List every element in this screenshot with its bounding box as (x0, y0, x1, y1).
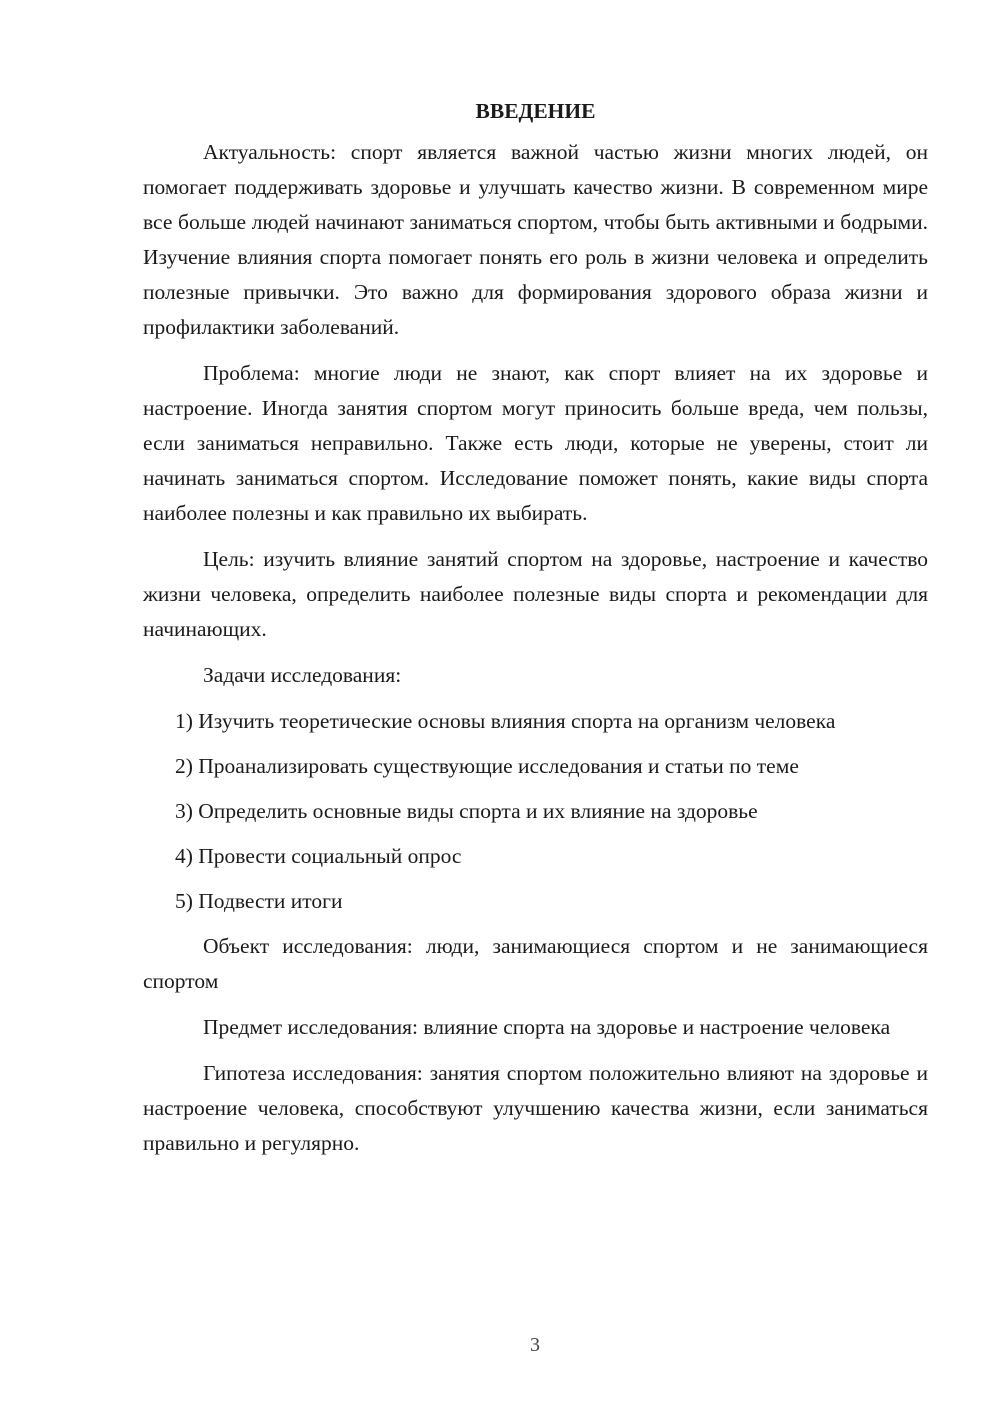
problem-paragraph: Проблема: многие люди не знают, как спорт влияет на их здоровье и настроение. Иногда занятия спортом могут приносить больше вреда, чем пользы, если заниматься неправильно. Также есть люди, которые не уверены, стоит ли начинать заниматься спортом. Исследование поможет понять, какие виды спорта наиболее полезны и как правильно их выбирать. (143, 361, 928, 525)
subject-paragraph: Предмет исследования: влияние спорта на здоровье и настроение человека (203, 1015, 891, 1039)
tasks-heading: Задачи исследования: (203, 663, 402, 687)
list-item: 3) Определить основные виды спорта и их влияние на здоровье (175, 799, 758, 823)
list-item: 1) Изучить теоретические основы влияния спорта на организм человека (175, 709, 836, 733)
tasks-list (143, 704, 928, 919)
goal-paragraph: Цель: изучить влияние занятий спортом на здоровье, настроение и качество жизни человека, определить наиболее полезные виды спорта и рекомендации для начинающих. (143, 547, 928, 641)
list-item: 4) Провести социальный опрос (175, 844, 462, 868)
list-item: 2) Проанализировать существующие исследования и статьи по теме (175, 754, 799, 778)
page-number: 3 (530, 1334, 540, 1356)
list-item: 5) Подвести итоги (175, 889, 343, 913)
page-content (143, 94, 928, 1172)
object-paragraph: Объект исследования: люди, занимающиеся спортом и не занимающиеся спортом (143, 934, 928, 993)
page-title: ВВЕДЕНИЕ (475, 99, 596, 123)
hypothesis-paragraph: Гипотеза исследования: занятия спортом положительно влияют на здоровье и настроение человека, способствуют улучшению качества жизни, если заниматься правильно и регулярно. (143, 1061, 928, 1155)
relevance-paragraph: Актуальность: спорт является важной частью жизни многих людей, он помогает поддерживать здоровье и улучшать качество жизни. В современном мире все больше людей начинают заниматься спортом, чтобы быть активными и бодрыми. Изучение влияния спорта помогает понять его роль в жизни человека и определить полезные привычки. Это важно для формирования здорового образа жизни и профилактики заболеваний. (143, 140, 928, 339)
